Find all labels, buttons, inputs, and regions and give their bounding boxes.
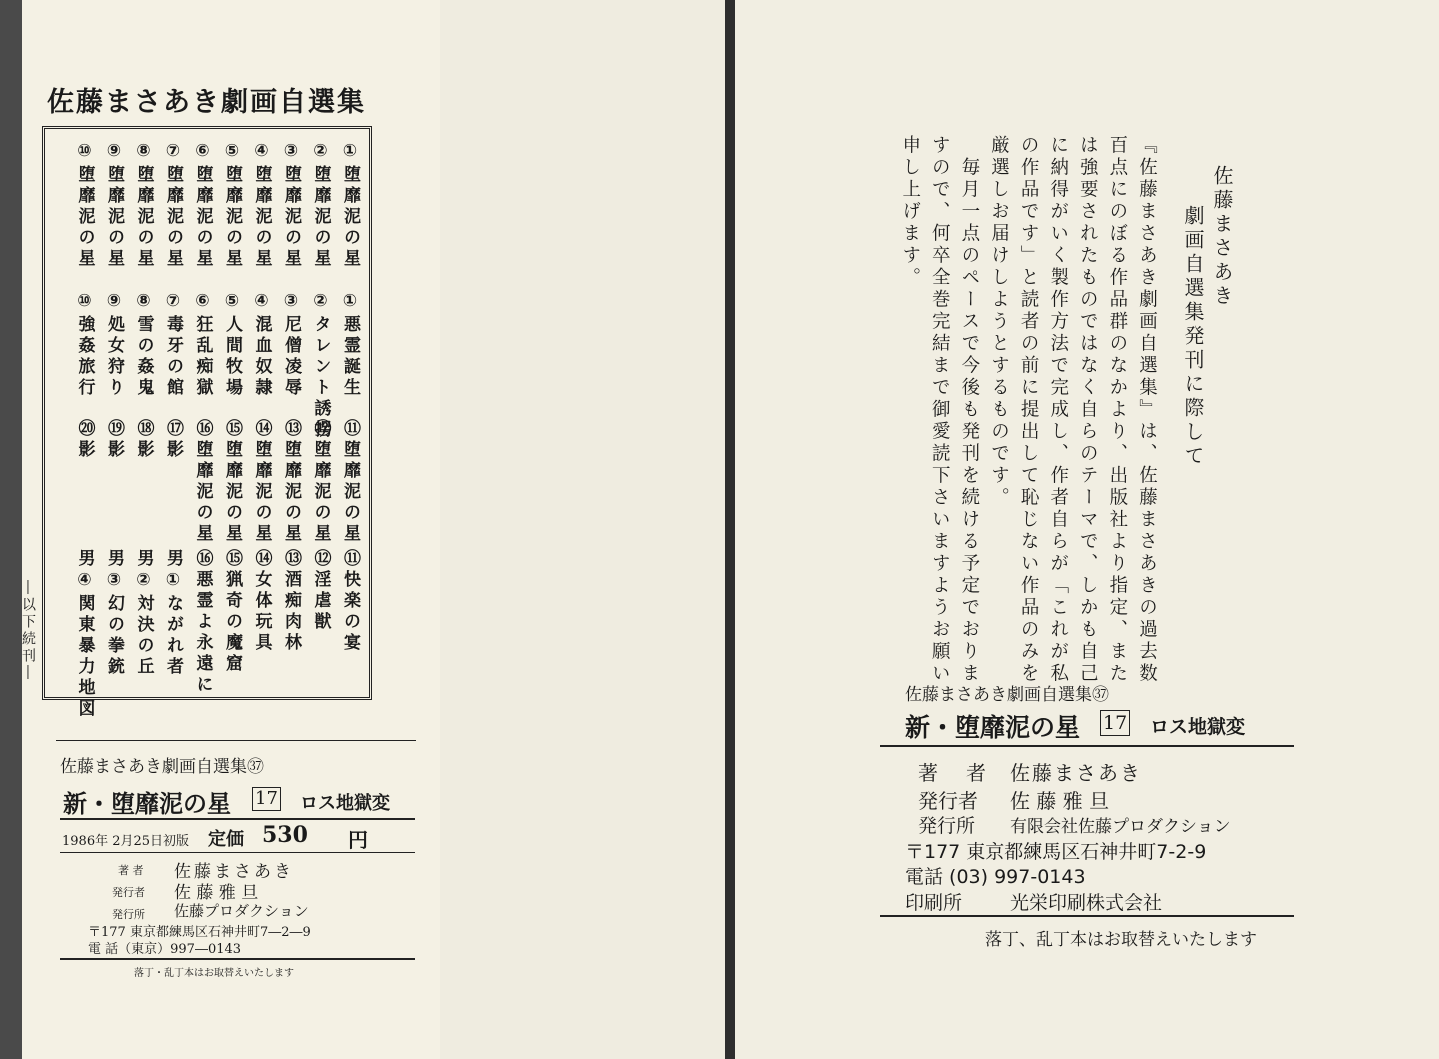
volume-entry: ⑭女体玩具: [251, 549, 272, 654]
right-phone: 電話 (03) 997-0143: [905, 866, 1086, 888]
price-label: 定価: [208, 829, 244, 850]
volume-entry: ⑪快楽の宴: [340, 549, 360, 654]
right-publisher-label: 発行者: [918, 789, 978, 813]
publisher-name: 佐 藤 雅 旦: [174, 883, 259, 903]
volume-entry: ⑯悪霊よ永遠に: [192, 549, 213, 696]
volume-entry: ①堕靡泥の星: [340, 141, 360, 270]
volume-entry: ⑫淫虐獣: [310, 549, 331, 633]
right-colophon-series: 佐藤まさあき劇画自選集㊲: [905, 685, 1109, 705]
right-replacement-note: 落丁、乱丁本はお取替えいたします: [985, 930, 1257, 950]
phone: 電 話（東京）997―0143: [88, 942, 242, 957]
volume-entry: ⑦堕靡泥の星: [163, 141, 183, 270]
volume-entry: ⑩強姦旅行: [74, 291, 95, 399]
volume-entry: ⑩堕靡泥の星: [74, 141, 95, 270]
right-press-name: 有限会社佐藤プロダクション: [1010, 817, 1231, 837]
volume-entry: ⑭堕靡泥の星: [251, 419, 272, 545]
volume-entry: ⑱影: [133, 419, 154, 461]
right-printer-label: 印刷所: [905, 892, 963, 914]
right-colophon-title: 新・堕靡泥の星: [905, 713, 1081, 742]
press-label: 発行所: [112, 908, 145, 921]
volume-entry: ⑤人間牧場: [222, 291, 242, 399]
right-address: 〒177 東京都練馬区石神井町7-2-9: [905, 841, 1207, 863]
right-publisher-name: 佐 藤 雅 旦: [1010, 789, 1110, 813]
volume-entry: 男①ながれ者: [163, 549, 183, 678]
author-label: 著 者: [118, 864, 144, 877]
message-body-line: 百点にのぼる作品群のなかより、出版社より指定、また: [1106, 135, 1128, 685]
book-gutter: [725, 0, 735, 1059]
volume-entry: ④混血奴隷: [251, 291, 272, 399]
press-name: 佐藤プロダクション: [174, 902, 309, 920]
volume-entry: ⑦毒牙の館: [163, 291, 183, 399]
message-body-line: すので、何卒全巻完結まで御愛読下さいますようお願い: [929, 135, 951, 685]
publication-date: 1986年 2月25日初版: [62, 834, 190, 849]
volume-entry: ⑮堕靡泥の星: [222, 419, 242, 545]
right-colophon-subtitle: ロス地獄変: [1150, 716, 1246, 738]
price-unit: 円: [348, 828, 368, 852]
volume-entry: ⑨堕靡泥の星: [104, 141, 124, 270]
volume-entry: 男②対決の丘: [133, 549, 154, 678]
replacement-note: 落丁・乱丁本はお取替えいたします: [134, 968, 294, 979]
right-printer-name: 光栄印刷株式会社: [1010, 892, 1163, 914]
volume-list-box: [42, 126, 372, 720]
volume-entry: ⑧堕靡泥の星: [133, 141, 154, 270]
message-body-line: 『佐藤まさあき劇画自選集』は、佐藤まさあきの過去数: [1136, 135, 1158, 685]
publisher-label: 発行者: [112, 886, 145, 899]
volume-entry: ⑮猟奇の魔窟: [222, 549, 242, 675]
volume-entry: ②堕靡泥の星: [310, 141, 331, 270]
volume-entry: ⑬堕靡泥の星: [281, 419, 301, 545]
blank-page: [440, 0, 725, 1059]
colophon-subtitle: ロス地獄変: [300, 793, 390, 814]
volume-entry: ③堕靡泥の星: [281, 141, 301, 270]
volume-entry: ⑤堕靡泥の星: [222, 141, 242, 270]
volume-entry: ③尼僧凌辱: [281, 291, 301, 399]
volume-entry: ⑪堕靡泥の星: [340, 419, 360, 545]
message-body-line: 毎月一点のペースで今後も発刊を続ける予定でおりま: [958, 135, 980, 685]
message-heading-2: 劇画自選集発刊に際して: [1181, 205, 1205, 469]
colophon-series: 佐藤まさあき劇画自選集㊲: [60, 757, 264, 777]
volume-entry: ⑥堕靡泥の星: [192, 141, 213, 270]
volume-entry: ②タレント誘拐: [310, 291, 331, 441]
message-body-line: は強要されたものではなく自らのテーマで、しかも自己: [1077, 135, 1099, 685]
volume-entry: ⑥狂乱痴獄: [192, 291, 213, 399]
author-name: 佐藤まさあき: [174, 862, 294, 882]
volume-entry: ①悪霊誕生: [340, 291, 360, 399]
right-author-label: 著 者: [918, 761, 990, 785]
message-heading-1: 佐藤まさあき: [1210, 165, 1234, 309]
volume-entry: ⑳影: [74, 419, 95, 461]
volume-entry: ⑲影: [104, 419, 124, 461]
price-value: 530: [262, 822, 308, 848]
left-edge: [0, 0, 22, 1059]
volume-entry: ⑯堕靡泥の星: [192, 419, 213, 545]
message-body-line: 厳選しお届けしようとするものです。: [988, 135, 1010, 509]
right-author-name: 佐藤まさあき: [1010, 761, 1142, 785]
volume-entry: ④堕靡泥の星: [251, 141, 272, 270]
volume-entry: ⑰影: [163, 419, 183, 461]
message-body-line: の作品です」と読者の前に提出して恥じない作品のみを: [1018, 135, 1040, 685]
colophon-volume: 17: [252, 787, 281, 811]
address: 〒177 東京都練馬区石神井町7―2―9: [88, 925, 311, 940]
volume-entry: ⑨処女狩り: [104, 291, 124, 399]
continued-label: ―以下続刊―: [20, 580, 36, 682]
volume-entry: 男④関東暴力地図: [74, 549, 95, 720]
volume-entry: 男③幻の拳銃: [104, 549, 124, 678]
colophon-title: 新・堕靡泥の星: [63, 789, 231, 818]
right-press-label: 発行所: [918, 815, 976, 837]
message-body-line: 申し上げます。: [899, 135, 921, 289]
series-title: 佐藤まさあき劇画自選集: [47, 87, 366, 118]
volume-entry: ⑫堕靡泥の星: [310, 419, 331, 545]
volume-entry: ⑧雪の姦鬼: [133, 291, 154, 399]
message-body-line: に納得がいく製作方法で完成し、作者自らが「これが私: [1047, 135, 1069, 685]
volume-entry: ⑬酒痴肉林: [281, 549, 301, 654]
right-colophon-volume: 17: [1100, 710, 1130, 736]
